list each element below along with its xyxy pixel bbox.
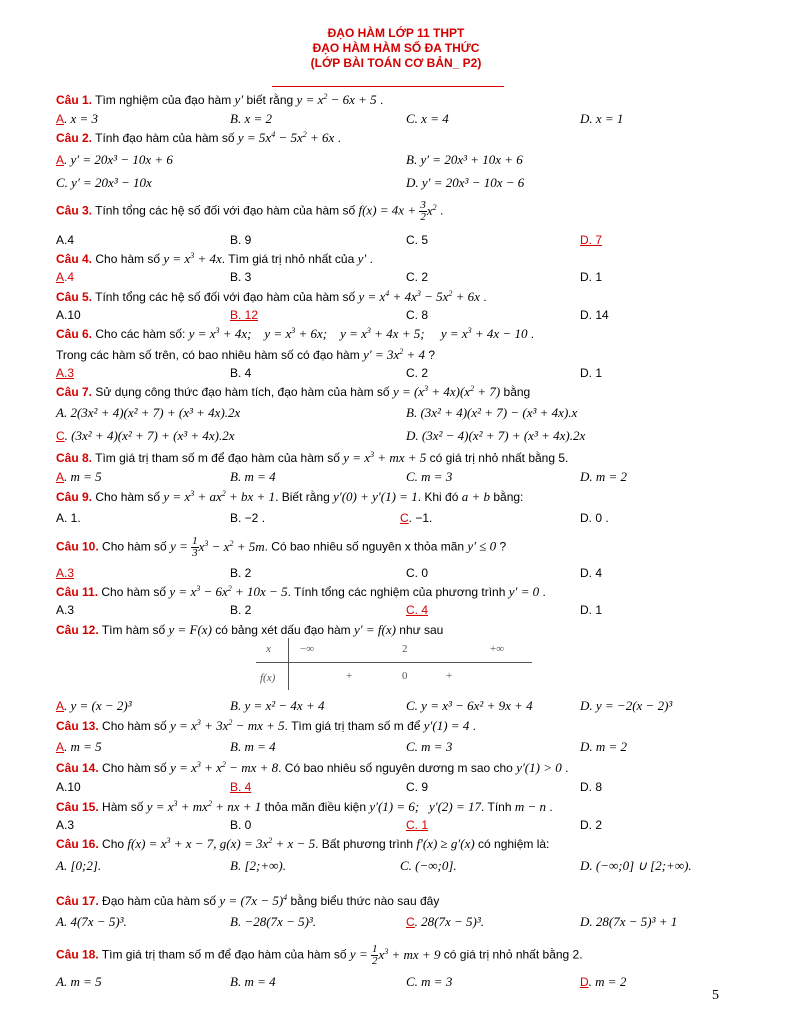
question-2: Câu 2. Tính đạo hàm của hàm số $y = 5x^4 - 5x^2 + 6x$ .	[56, 130, 341, 145]
question-15: Câu 15. Hàm số $y = x^3 + mx^2$ + nx + 1 thỏa mãn điều kiện y′(1) = 6; y′(2) = 17. Tính m − n .	[56, 799, 553, 814]
q16-option-c[interactable]: C. (−∞;0].	[400, 858, 457, 873]
q7-option-d[interactable]: D. (3x² − 4)(x² + 7) + (x³ + 4x).2x	[406, 428, 586, 443]
q2-option-b[interactable]: B. y′ = 20x³ + 10x + 6	[406, 152, 523, 167]
q9-option-b[interactable]: B. −2 .	[230, 511, 266, 525]
question-16: Câu 16. Cho $f(x) = x^3 + x - 7$, $g(x) = 3x^2 + x - 5$. Bất phương trình f′(x) ≥ g′(x) có nghiệm là:	[56, 836, 550, 851]
question-3: Câu 3. Tính tổng các hệ số đối với đạo hàm của hàm số f(x) = 4x + $\frac{3}{2}$ $x^2$ .	[56, 199, 444, 223]
q15-option-b[interactable]: B. 0	[230, 818, 252, 832]
q14-option-c[interactable]: C. 9	[406, 780, 429, 794]
q12-option-c[interactable]: C. y = x³ − 6x² + 9x + 4	[406, 698, 533, 713]
q3-option-b[interactable]: B. 9	[230, 233, 252, 247]
question-9: Câu 9. Cho hàm số $y = x^3 + ax^2$ + bx + 1. Biết rằng y′(0) + y′(1) = 1. Khi đó a + b bằng:	[56, 489, 524, 504]
header-title-1: ĐẠO HÀM LỚP 11 THPT	[327, 26, 465, 40]
q16-option-d[interactable]: D. (−∞;0] ∪ [2;+∞).	[580, 858, 692, 873]
q6-option-b[interactable]: B. 4	[230, 366, 252, 380]
q11-option-b[interactable]: B. 2	[230, 603, 252, 617]
q8-option-b[interactable]: B. m = 4	[230, 469, 276, 484]
q8-option-a[interactable]: A. m = 5	[56, 469, 102, 484]
question-10: Câu 10. Cho hàm số y = $\frac{1}{3}$ $x^3 - x^2 + 5m$. Có bao nhiêu số nguyên x thỏa mãn y′ ≤ 0 ?	[56, 535, 507, 559]
table-sign-left: +	[346, 670, 353, 682]
q1-option-b[interactable]: B. x = 2	[230, 111, 272, 126]
q10-option-c[interactable]: C. 0	[406, 566, 429, 580]
question-6-line-2: Trong các hàm số trên, có bao nhiêu hàm số có đạo hàm $y' = 3x^2 + 4$ ?	[56, 347, 436, 362]
q7-option-b[interactable]: B. (3x² + 4)(x² + 7) − (x³ + 4x).x	[406, 405, 578, 420]
q5-option-a[interactable]: A.10	[56, 308, 81, 322]
q5-option-c[interactable]: C. 8	[406, 308, 429, 322]
q6-option-a[interactable]: A.3	[56, 366, 75, 380]
q2-option-a[interactable]: A. y′ = 20x³ − 10x + 6	[56, 152, 173, 167]
q12-option-b[interactable]: B. y = x² − 4x + 4	[230, 698, 325, 713]
q4-option-a[interactable]: A.4	[56, 270, 75, 284]
q13-option-c[interactable]: C. m = 3	[406, 739, 453, 754]
q11-option-a[interactable]: A.3	[56, 603, 75, 617]
q8-option-d[interactable]: D. m = 2	[580, 469, 628, 484]
q9-option-d[interactable]: D. 0 .	[580, 511, 609, 525]
q13-option-d[interactable]: D. m = 2	[580, 739, 628, 754]
q5-option-b[interactable]: B. 12	[230, 308, 259, 322]
q12-option-d[interactable]: D. y = −2(x − 2)³	[580, 698, 673, 713]
q15-option-a[interactable]: A.3	[56, 818, 75, 832]
question-14: Câu 14. Cho hàm số $y = x^3 + x^2$ − mx + 8. Có bao nhiêu số nguyên dương m sao cho y′(1) > 0 .	[56, 760, 569, 775]
question-13: Câu 13. Cho hàm số $y = x^3 + 3x^2$ − mx + 5. Tìm giá trị tham số m để y′(1) = 4 .	[56, 718, 476, 733]
q10-option-b[interactable]: B. 2	[230, 566, 252, 580]
q18-option-a[interactable]: A. m = 5	[56, 974, 102, 989]
question-label: Câu 1.	[56, 93, 93, 107]
question-5: Câu 5. Tính tổng các hệ số đối với đạo hàm của hàm số $y = x^4 + 4x^3 - 5x^2 + 6x$ .	[56, 289, 487, 304]
q12-option-a[interactable]: A. y = (x − 2)³	[56, 698, 132, 713]
q14-option-b[interactable]: B. 4	[230, 780, 252, 794]
header-title-3: (LỚP BÀI TOÁN CƠ BẢN_ P2)	[310, 56, 482, 70]
q1-option-a[interactable]: A. x = 3	[56, 111, 99, 126]
question-4: Câu 4. Cho hàm số $y = x^3 + 4x$. Tìm giá trị nhỏ nhất của y′ .	[56, 251, 373, 266]
q4-option-c[interactable]: C. 2	[406, 270, 429, 284]
q9-option-c[interactable]: C. −1.	[400, 511, 433, 525]
q2-option-d[interactable]: D. y′ = 20x³ − 10x − 6	[406, 175, 525, 190]
q9-option-a[interactable]: A. 1.	[56, 511, 81, 525]
question-8: Câu 8. Tìm giá trị tham số m để đạo hàm của hàm số $y = x^3$ + mx + 5 có giá trị nhỏ nhất bằng 5.	[56, 450, 569, 465]
table-pos-inf: +∞	[490, 643, 505, 655]
q17-option-a[interactable]: A. 4(7x − 5)³.	[56, 914, 127, 929]
q10-option-d[interactable]: D. 4	[580, 566, 603, 580]
q13-option-b[interactable]: B. m = 4	[230, 739, 276, 754]
q11-option-c[interactable]: C. 4	[406, 603, 429, 617]
q3-option-a[interactable]: A.4	[56, 233, 75, 247]
question-6: Câu 6. Cho các hàm số: $y = x^3 + 4x$; $y = x^3 + 6x$; $y = x^3 + 4x + 5$; $y = x^3 + 4x - 10$ .	[56, 326, 535, 341]
question-11: Câu 11. Cho hàm số $y = x^3 - 6x^2 + 10x - 5$. Tính tổng các nghiệm của phương trình y′ = 0 .	[56, 584, 546, 599]
q6-option-d[interactable]: D. 1	[580, 366, 603, 380]
table-fx-label: f(x)	[260, 672, 276, 684]
question-7: Câu 7. Sử dụng công thức đạo hàm tích, đạo hàm của hàm số $y = (x^3 + 4x)(x^2 + 7)$ bằng	[56, 384, 531, 399]
q11-option-d[interactable]: D. 1	[580, 603, 603, 617]
q1-option-c[interactable]: C. x = 4	[406, 111, 449, 126]
table-critical-point: 2	[402, 643, 408, 655]
q16-option-b[interactable]: B. [2;+∞).	[230, 858, 286, 873]
q15-option-c[interactable]: C. 1	[406, 818, 429, 832]
q4-option-b[interactable]: B. 3	[230, 270, 252, 284]
q7-option-a[interactable]: A. 2(3x² + 4)(x² + 7) + (x³ + 4x).2x	[56, 405, 241, 420]
q6-option-c[interactable]: C. 2	[406, 366, 429, 380]
q3-option-c[interactable]: C. 5	[406, 233, 429, 247]
q15-option-d[interactable]: D. 2	[580, 818, 603, 832]
question-17: Câu 17. Đạo hàm của hàm số $y = (7x - 5)^4$ bằng biểu thức nào sau đây	[56, 893, 440, 908]
question-18: Câu 18. Tìm giá trị tham số m để đạo hàm của hàm số y = $\frac{1}{2}$ $x^3$ + mx + 9 có giá trị nhỏ nhất bằng 2.	[56, 943, 583, 967]
question-12: Câu 12. Tìm hàm số y = F(x) có bảng xét dấu đạo hàm y′ = f(x) như sau	[56, 622, 444, 637]
q17-option-d[interactable]: D. 28(7x − 5)³ + 1	[580, 914, 678, 929]
question-1: Câu 1. Tìm nghiệm của đạo hàm y′ biết rằng $y = x^2 - 6x + 5$ .	[56, 92, 384, 107]
q17-option-c[interactable]: C. 28(7x − 5)³.	[406, 914, 485, 929]
table-sign-right: +	[446, 670, 453, 682]
q18-option-d[interactable]: D. m = 2	[580, 974, 627, 989]
q18-option-b[interactable]: B. m = 4	[230, 974, 276, 989]
q10-option-a[interactable]: A.3	[56, 566, 75, 580]
q4-option-d[interactable]: D. 1	[580, 270, 603, 284]
q3-option-d[interactable]: D. 7	[580, 233, 603, 247]
sign-table	[256, 638, 532, 690]
header-title-2: ĐẠO HÀM HÀM SỐ ĐA THỨC	[312, 41, 480, 55]
q16-option-a[interactable]: A. [0;2].	[56, 858, 102, 873]
q5-option-d[interactable]: D. 14	[580, 308, 609, 322]
table-zero: 0	[402, 670, 408, 682]
page-number: 5	[712, 988, 719, 1003]
q13-option-a[interactable]: A. m = 5	[56, 739, 102, 754]
q7-option-c[interactable]: C. (3x² + 4)(x² + 7) + (x³ + 4x).2x	[56, 428, 235, 443]
q1-option-d[interactable]: D. x = 1	[580, 111, 624, 126]
q14-option-a[interactable]: A.10	[56, 780, 81, 794]
table-x-label: x	[266, 643, 271, 655]
q8-option-c[interactable]: C. m = 3	[406, 469, 453, 484]
q18-option-c[interactable]: C. m = 3	[406, 974, 453, 989]
document-header	[0, 26, 792, 71]
header-divider	[272, 86, 504, 87]
table-neg-inf: −∞	[300, 643, 315, 655]
q2-option-c[interactable]: C. y′ = 20x³ − 10x	[56, 175, 152, 190]
q14-option-d[interactable]: D. 8	[580, 780, 603, 794]
q17-option-b[interactable]: B. −28(7x − 5)³.	[230, 914, 317, 929]
